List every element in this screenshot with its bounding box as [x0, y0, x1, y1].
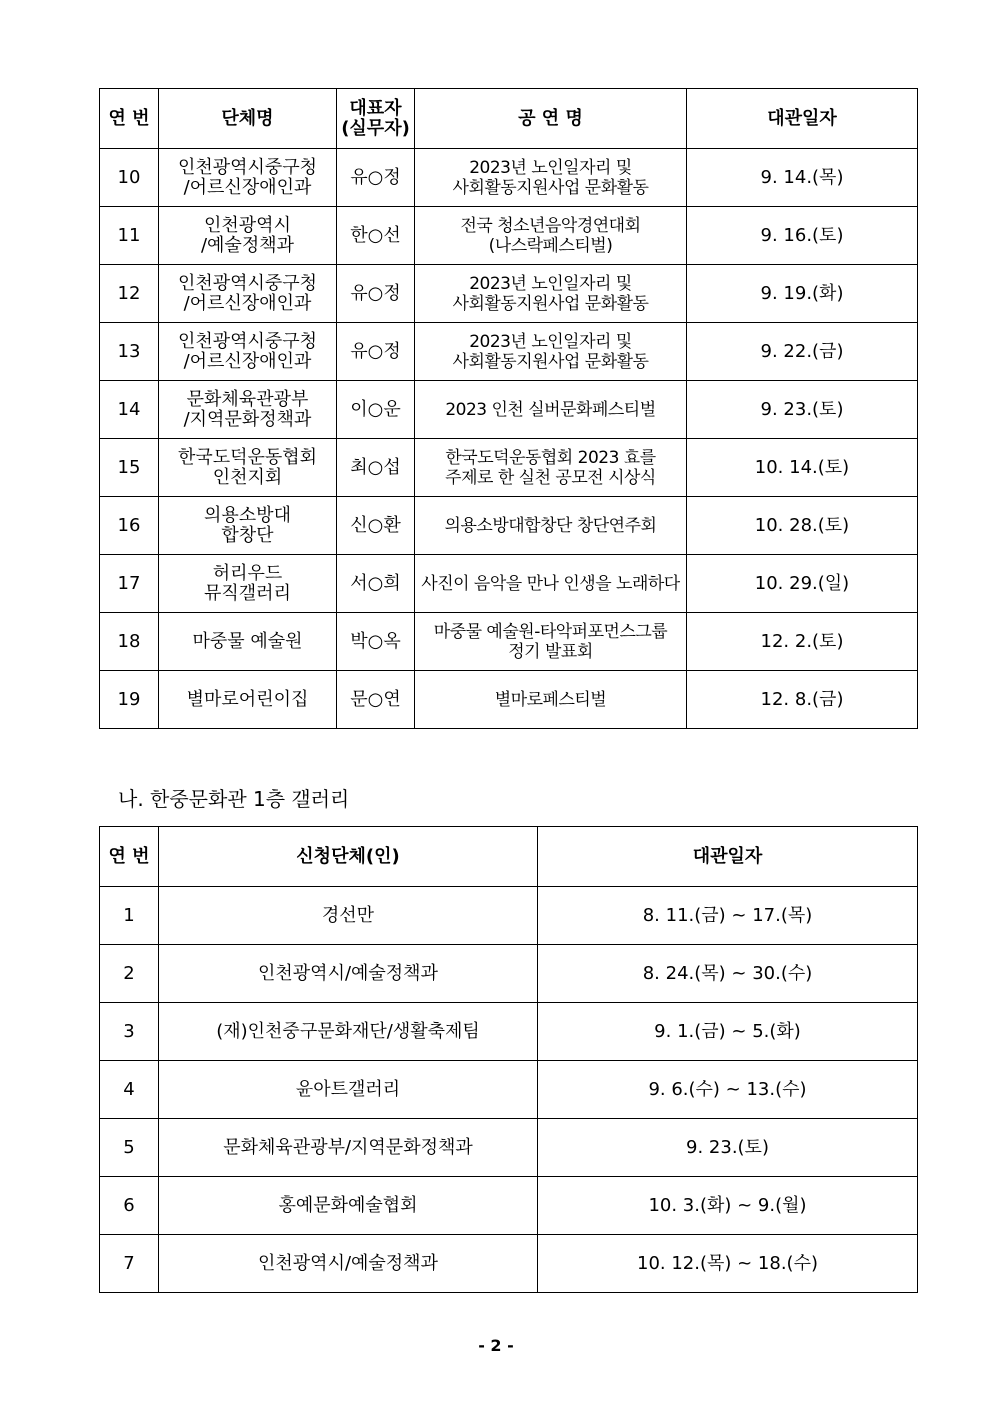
cell-representative: 박○옥 [337, 613, 415, 671]
cell-applicant: 홍예문화예술협회 [159, 1177, 538, 1235]
cell-organization: 한국도덕운동협회 인천지회 [159, 439, 337, 497]
cell-applicant: (재)인천중구문화재단/생활축제팀 [159, 1003, 538, 1061]
cell-number: 7 [100, 1235, 159, 1293]
header-performance: 공 연 명 [415, 89, 687, 149]
cell-organization: 인천광역시중구청 /어르신장애인과 [159, 265, 337, 323]
table-row [100, 149, 918, 207]
cell-applicant: 경선만 [159, 887, 538, 945]
cell-number: 17 [100, 555, 159, 613]
cell-rental-date: 8. 24.(목) ~ 30.(수) [538, 945, 918, 1003]
table-row [100, 1003, 918, 1061]
table-row [100, 1177, 918, 1235]
rental-schedule-table-hall [99, 88, 918, 729]
cell-number: 15 [100, 439, 159, 497]
cell-organization: 의용소방대 합창단 [159, 497, 337, 555]
cell-number: 11 [100, 207, 159, 265]
cell-representative: 유○정 [337, 323, 415, 381]
cell-rental-date: 10. 14.(토) [687, 439, 918, 497]
header-representative: 대표자 (실무자) [337, 89, 415, 149]
cell-number: 2 [100, 945, 159, 1003]
cell-performance: 전국 청소년음악경연대회 (나스락페스티벌) [415, 207, 687, 265]
table-row [100, 945, 918, 1003]
cell-number: 19 [100, 671, 159, 729]
cell-number: 18 [100, 613, 159, 671]
cell-representative: 서○희 [337, 555, 415, 613]
cell-applicant: 인천광역시/예술정책과 [159, 1235, 538, 1293]
cell-performance: 한국도덕운동협회 2023 효를 주제로 한 실천 공모전 시상식 [415, 439, 687, 497]
cell-representative: 신○환 [337, 497, 415, 555]
header-organization: 단체명 [159, 89, 337, 149]
cell-organization: 마중물 예술원 [159, 613, 337, 671]
table-row [100, 265, 918, 323]
header-number: 연 번 [100, 89, 159, 149]
cell-rental-date: 8. 11.(금) ~ 17.(목) [538, 887, 918, 945]
header-applicant: 신청단체(인) [159, 827, 538, 887]
cell-representative: 유○정 [337, 265, 415, 323]
cell-organization: 인천광역시중구청 /어르신장애인과 [159, 323, 337, 381]
cell-number: 5 [100, 1119, 159, 1177]
cell-performance: 2023년 노인일자리 및 사회활동지원사업 문화활동 [415, 323, 687, 381]
cell-organization: 인천광역시 /예술정책과 [159, 207, 337, 265]
cell-number: 10 [100, 149, 159, 207]
cell-performance: 별마로페스티벌 [415, 671, 687, 729]
table-header-row [100, 89, 918, 149]
cell-number: 3 [100, 1003, 159, 1061]
cell-number: 12 [100, 265, 159, 323]
table-header-row [100, 827, 918, 887]
cell-performance: 2023 인천 실버문화페스티벌 [415, 381, 687, 439]
cell-rental-date: 10. 12.(목) ~ 18.(수) [538, 1235, 918, 1293]
table-row [100, 1119, 918, 1177]
cell-rental-date: 10. 3.(화) ~ 9.(월) [538, 1177, 918, 1235]
cell-applicant: 인천광역시/예술정책과 [159, 945, 538, 1003]
cell-rental-date: 9. 14.(목) [687, 149, 918, 207]
cell-rental-date: 12. 8.(금) [687, 671, 918, 729]
cell-organization: 문화체육관광부 /지역문화정책과 [159, 381, 337, 439]
cell-organization: 별마로어린이집 [159, 671, 337, 729]
cell-number: 16 [100, 497, 159, 555]
table-row [100, 887, 918, 945]
cell-representative: 문○연 [337, 671, 415, 729]
cell-performance: 사진이 음악을 만나 인생을 노래하다 [415, 555, 687, 613]
cell-rental-date: 9. 19.(화) [687, 265, 918, 323]
cell-number: 13 [100, 323, 159, 381]
cell-applicant: 윤아트갤러리 [159, 1061, 538, 1119]
cell-rental-date: 9. 16.(토) [687, 207, 918, 265]
cell-representative: 최○섭 [337, 439, 415, 497]
cell-organization: 인천광역시중구청 /어르신장애인과 [159, 149, 337, 207]
table-row [100, 381, 918, 439]
cell-rental-date: 10. 28.(토) [687, 497, 918, 555]
cell-representative: 유○정 [337, 149, 415, 207]
cell-number: 14 [100, 381, 159, 439]
cell-representative: 한○선 [337, 207, 415, 265]
cell-organization: 허리우드 뮤직갤러리 [159, 555, 337, 613]
table-row [100, 1061, 918, 1119]
table-row [100, 613, 918, 671]
rental-schedule-table-gallery [99, 826, 918, 1293]
header-number: 연 번 [100, 827, 159, 887]
cell-rental-date: 9. 23.(토) [538, 1119, 918, 1177]
table-row [100, 207, 918, 265]
table-row [100, 1235, 918, 1293]
cell-rental-date: 9. 1.(금) ~ 5.(화) [538, 1003, 918, 1061]
cell-performance: 마중물 예술원-타악퍼포먼스그룹 정기 발표회 [415, 613, 687, 671]
cell-rental-date: 9. 23.(토) [687, 381, 918, 439]
cell-rental-date: 9. 6.(수) ~ 13.(수) [538, 1061, 918, 1119]
section-heading: 나. 한중문화관 1층 갤러리 [118, 787, 350, 811]
page-number: - 2 - [478, 1336, 514, 1355]
cell-performance: 2023년 노인일자리 및 사회활동지원사업 문화활동 [415, 265, 687, 323]
table-row [100, 497, 918, 555]
table-row [100, 671, 918, 729]
cell-representative: 이○운 [337, 381, 415, 439]
cell-applicant: 문화체육관광부/지역문화정책과 [159, 1119, 538, 1177]
cell-performance: 2023년 노인일자리 및 사회활동지원사업 문화활동 [415, 149, 687, 207]
cell-rental-date: 10. 29.(일) [687, 555, 918, 613]
table-row [100, 439, 918, 497]
cell-rental-date: 9. 22.(금) [687, 323, 918, 381]
table-row [100, 323, 918, 381]
header-rental-date: 대관일자 [538, 827, 918, 887]
cell-number: 4 [100, 1061, 159, 1119]
cell-number: 1 [100, 887, 159, 945]
table-row [100, 555, 918, 613]
cell-number: 6 [100, 1177, 159, 1235]
cell-rental-date: 12. 2.(토) [687, 613, 918, 671]
header-rental-date: 대관일자 [687, 89, 918, 149]
cell-performance: 의용소방대합창단 창단연주회 [415, 497, 687, 555]
